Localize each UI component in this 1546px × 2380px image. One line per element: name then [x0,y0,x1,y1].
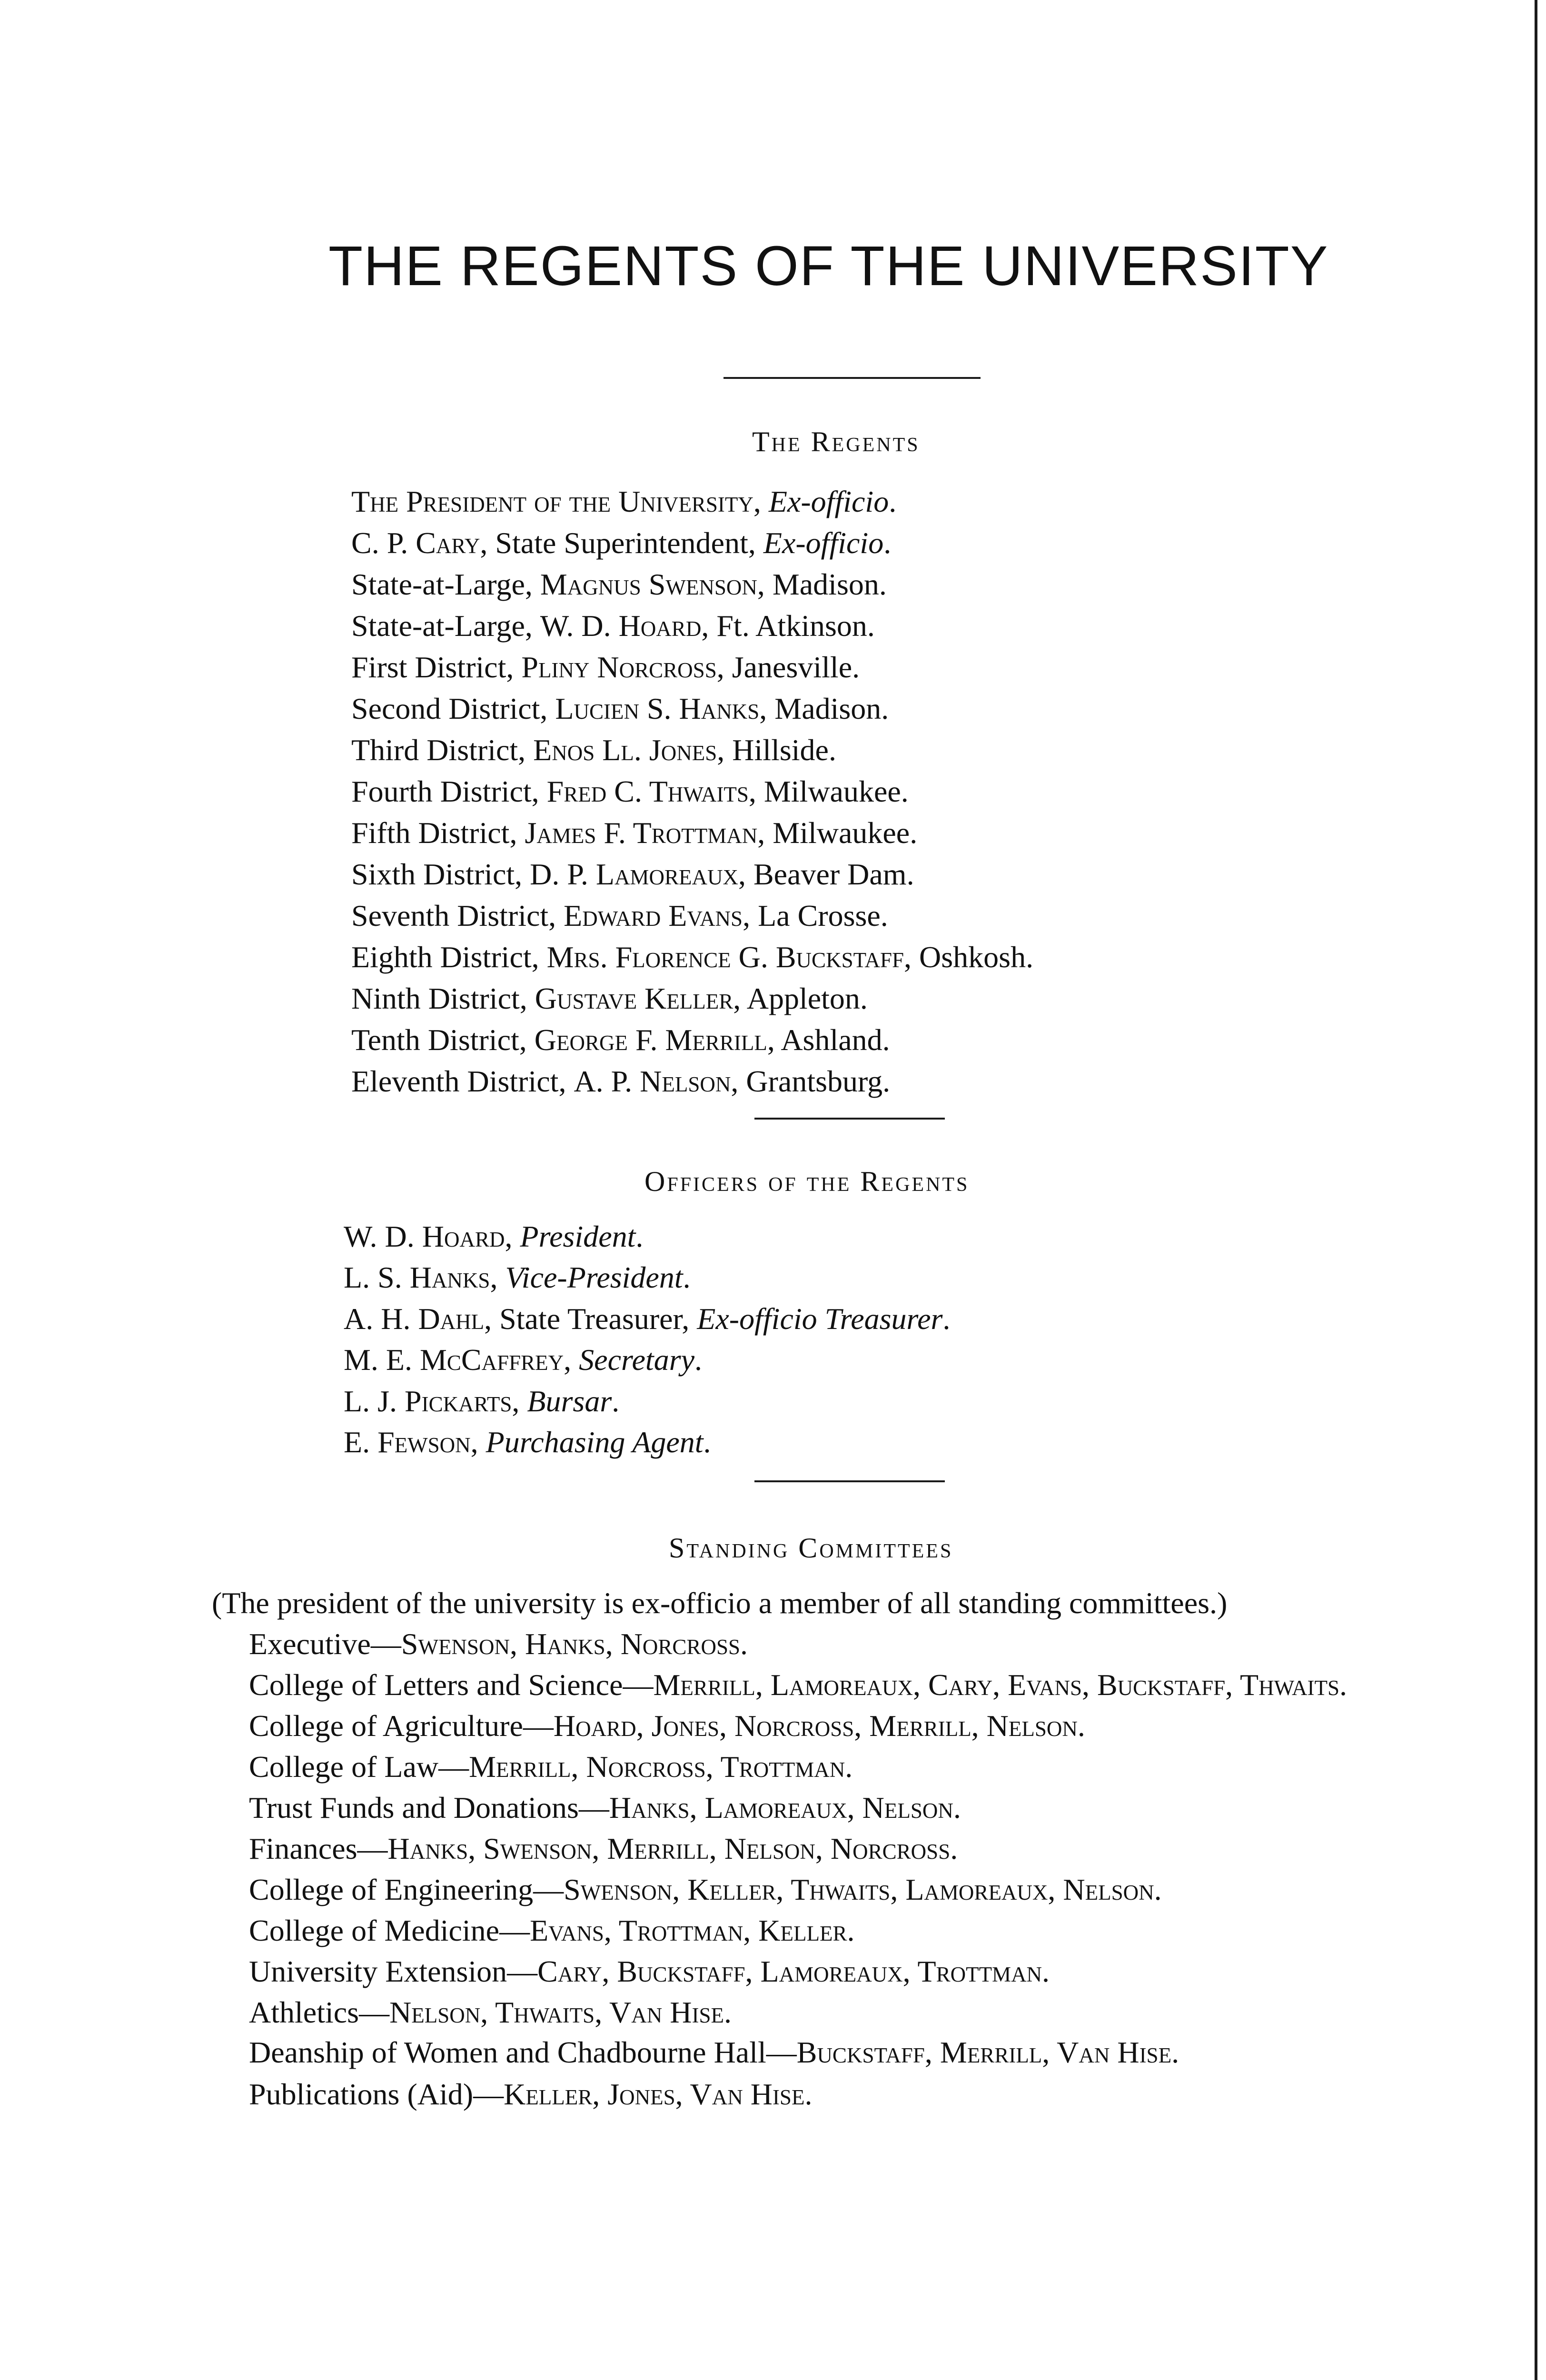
officer-role: Bursar [527,1384,612,1418]
regent-role: Ex-officio [768,485,889,518]
list-item: Finances—Hanks, Swenson, Merrill, Nelson, Norcross. [249,1832,958,1865]
committees-list [212,1583,1457,2115]
officer-role: Purchasing Agent [486,1425,704,1459]
list-item: College of Law—Merrill, Norcross, Trottman. [249,1750,853,1784]
officer-name: M. E. McCaffrey [344,1343,564,1377]
list-item: College of Agriculture—Hoard, Jones, Norcross, Merrill, Nelson. [249,1709,1085,1743]
regent-name: Pliny Norcross [521,650,717,684]
list-item: Eleventh District, A. P. Nelson, Grantsburg. [351,1064,891,1098]
regents-heading: The Regents [752,426,920,457]
list-item: Eighth District, Mrs. Florence G. Buckstaff, Oshkosh. [351,940,1034,974]
list-item: State-at-Large, W. D. Hoard, Ft. Atkinson. [351,609,875,643]
regent-name: Mrs. Florence G. Buckstaff [546,940,904,974]
regent-name: Gustave Keller [535,982,733,1015]
regent-name: C. P. Cary [351,526,480,560]
regent-name: George F. Merrill [534,1023,767,1057]
list-item: College of Engineering—Swenson, Keller, Thwaits, Lamoreaux, Nelson. [249,1873,1162,1906]
list-item: Third District, Enos Ll. Jones, Hillside. [351,733,836,767]
officer-role: President [520,1220,636,1253]
list-item: M. E. McCaffrey, Secretary. [344,1343,703,1377]
officers-heading: Officers of the Regents [644,1166,970,1197]
officer-name: A. H. Dahl [344,1301,485,1336]
list-item: Sixth District, D. P. Lamoreaux, Beaver Dam. [351,857,914,891]
list-item: W. D. Hoard, President. [344,1220,644,1253]
list-item: Tenth District, George F. Merrill, Ashland. [351,1023,890,1057]
list-item: College of Letters and Science—Merrill, Lamoreaux, Cary, Evans, Buckstaff, Thwaits. [249,1668,1348,1702]
regent-name: W. D. Hoard [540,609,702,643]
officer-name: W. D. Hoard [344,1220,505,1253]
page-title: THE REGENTS OF THE UNIVERSITY [328,235,1329,298]
list-item: Seventh District, Edward Evans, La Crosse. [351,899,888,932]
list-item: A. H. Dahl, State Treasurer, Ex-officio Treasurer. [344,1301,951,1336]
regent-name: The President of the University [351,485,753,518]
officer-role: Ex-officio Treasurer [697,1301,943,1336]
list-item: First District, Pliny Norcross, Janesville. [351,650,860,684]
regent-name: Magnus Swenson [540,567,757,601]
list-item: Second District, Lucien S. Hanks, Madison. [351,692,889,725]
regent-name: D. P. Lamoreaux [530,857,738,891]
committees-heading: Standing Committees [669,1532,953,1564]
regent-name: Lucien S. Hanks [555,692,760,725]
list-item: C. P. Cary, State Superintendent, Ex-officio. [351,526,892,560]
regent-name: A. P. Nelson [574,1064,731,1098]
regent-role: Ex-officio [763,526,884,560]
list-item: Executive—Swenson, Hanks, Norcross. [249,1627,748,1661]
regent-name: James F. Trottman [525,816,758,850]
list-item: E. Fewson, Purchasing Agent. [344,1425,711,1459]
section-divider [723,377,981,379]
list-item: L. S. Hanks, Vice-President. [344,1260,691,1295]
list-item: Ninth District, Gustave Keller, Appleton. [351,982,868,1015]
page-edge-rule-right [1535,0,1537,2380]
officers-list [344,1216,950,1463]
regent-name: Enos Ll. Jones [533,733,717,767]
committees-note: (The president of the university is ex-officio a member of all standing committees.) [212,1586,1228,1620]
officer-role: Secretary [579,1343,695,1377]
officer-name: L. S. Hanks [344,1260,490,1295]
list-item: State-at-Large, Magnus Swenson, Madison. [351,567,887,601]
list-item: Publications (Aid)—Keller, Jones, Van Hise. [249,2077,813,2111]
list-item: L. J. Pickarts, Bursar. [344,1384,620,1418]
list-item: The President of the University, Ex-officio. [351,485,897,518]
regent-name: Fred C. Thwaits [546,774,749,808]
officer-role: Vice-President [505,1260,683,1295]
list-item: Deanship of Women and Chadbourne Hall—Buckstaff, Merrill, Van Hise. [249,2035,1179,2069]
regents-list [351,481,1033,1102]
section-divider [754,1118,945,1120]
section-divider [754,1480,945,1482]
list-item: Athletics—Nelson, Thwaits, Van Hise. [249,1995,732,2029]
list-item: Fourth District, Fred C. Thwaits, Milwaukee. [351,774,909,808]
list-item: College of Medicine—Evans, Trottman, Keller. [249,1914,855,1947]
list-item: Fifth District, James F. Trottman, Milwaukee. [351,816,918,850]
list-item: Trust Funds and Donations—Hanks, Lamoreaux, Nelson. [249,1791,961,1825]
officer-name: L. J. Pickarts [344,1384,512,1418]
regent-name: Edward Evans [564,899,743,932]
officer-name: E. Fewson [344,1425,471,1459]
list-item: University Extension—Cary, Buckstaff, Lamoreaux, Trottman. [249,1954,1050,1988]
